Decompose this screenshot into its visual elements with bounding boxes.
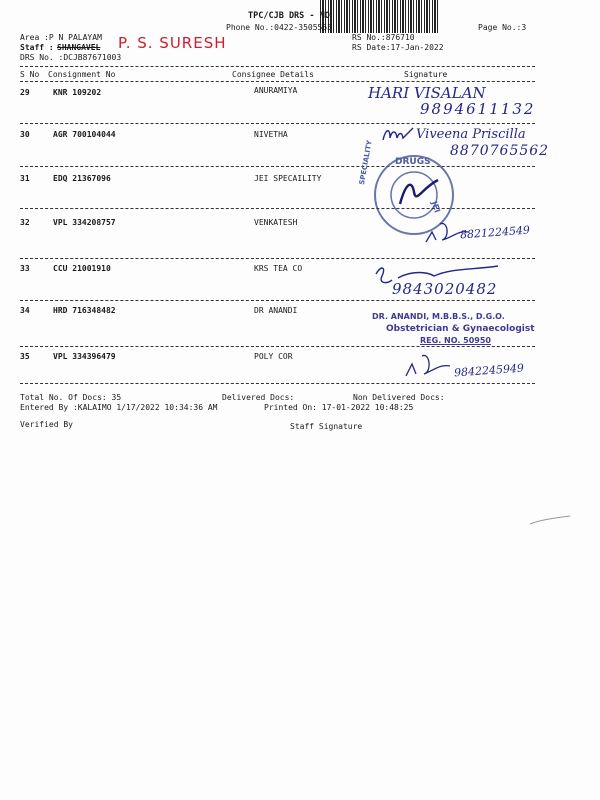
divider	[20, 300, 535, 301]
stray-mark	[528, 512, 572, 528]
col-signature: Signature	[404, 70, 448, 79]
row-consignee: DR ANANDI	[254, 306, 298, 315]
delivered-docs: Delivered Docs:	[222, 393, 295, 402]
divider	[20, 66, 535, 67]
staff-name: SHANGAVEL	[57, 43, 101, 52]
verified-by: Verified By	[20, 420, 73, 429]
doctor-stamp-name: DR. ANANDI, M.B.B.S., D.G.O.	[372, 312, 505, 321]
row-sno: 32	[20, 218, 30, 227]
seal-text-drugs: DRUGS	[395, 157, 431, 167]
row-consignee: ANURAMIYA	[254, 86, 298, 95]
divider	[20, 258, 535, 259]
doctor-stamp-role: Obstetrician & Gynaecologist	[386, 324, 535, 334]
signature-30-name: Viveena Priscilla	[416, 127, 526, 142]
row-consignment: VPL 334208757	[53, 218, 116, 227]
signature-35-phone: 9842245949	[453, 361, 525, 380]
row-sno: 33	[20, 264, 30, 273]
non-delivered-docs: Non Delivered Docs:	[353, 393, 445, 402]
entered-by: Entered By :KALAIMO 1/17/2022 10:34:36 AM	[20, 403, 218, 412]
row-consignment: EDQ 21367096	[53, 174, 111, 183]
row-consignee: NIVETHA	[254, 130, 288, 139]
seal-text-speciality: SPECIALITY	[358, 139, 374, 186]
row-consignee: KRS TEA CO	[254, 264, 303, 273]
doctor-stamp-reg: REG. NO. 50950	[420, 336, 491, 345]
row-consignee: POLY COR	[254, 352, 293, 361]
row-consignee: VENKATESH	[254, 218, 298, 227]
staff-handwritten-name: P. S. SURESH	[118, 34, 227, 52]
staff-signature: Staff Signature	[290, 422, 363, 431]
signature-33-phone: 9843020482	[392, 280, 498, 298]
row-sno: 35	[20, 352, 30, 361]
phone-number: Phone No.:0422-3505555	[226, 23, 332, 32]
area: Area :P N PALAYAM	[20, 33, 102, 42]
row-consignment: CCU 21001910	[53, 264, 111, 273]
seal-text-jei: JEI	[429, 200, 442, 214]
col-consignee: Consignee Details	[232, 70, 314, 79]
row-consignment: VPL 334396479	[53, 352, 116, 361]
rs-date: RS Date:17-Jan-2022	[352, 43, 444, 52]
divider	[20, 346, 535, 347]
signature-30-phone: 8870765562	[450, 143, 550, 159]
signature-29-name: HARI VISALAN	[368, 84, 486, 102]
page-number: Page No.:3	[478, 23, 527, 32]
total-docs: Total No. Of Docs: 35	[20, 393, 122, 402]
signature-30-scribble	[380, 124, 416, 146]
divider	[20, 208, 535, 209]
row-consignment: KNR 109202	[53, 88, 102, 97]
divider	[20, 81, 535, 82]
signature-32-phone: 8821224549	[459, 223, 531, 242]
row-sno: 34	[20, 306, 30, 315]
col-consignment: Consignment No	[48, 70, 116, 79]
col-sno: S No	[20, 70, 40, 79]
row-sno: 29	[20, 88, 30, 97]
sheet-title: TPC/CJB DRS - MO	[248, 11, 330, 21]
divider	[20, 123, 535, 124]
drs-number: DRS No. :DCJB87671003	[20, 53, 122, 62]
barcode	[320, 0, 438, 33]
row-consignment: AGR 700104044	[53, 130, 116, 139]
printed-on: Printed On: 17-01-2022 10:48:25	[264, 403, 414, 412]
divider	[20, 383, 535, 384]
row-consignment: HRD 716348482	[53, 306, 116, 315]
row-consignee: JEI SPECAILITY	[254, 174, 322, 183]
staff-label: Staff :	[20, 43, 54, 52]
row-sno: 31	[20, 174, 30, 183]
rs-number: RS No.:876710	[352, 33, 415, 42]
signature-29-phone: 9894611132	[420, 100, 536, 118]
row-sno: 30	[20, 130, 30, 139]
signature-35-scribble	[404, 350, 452, 380]
